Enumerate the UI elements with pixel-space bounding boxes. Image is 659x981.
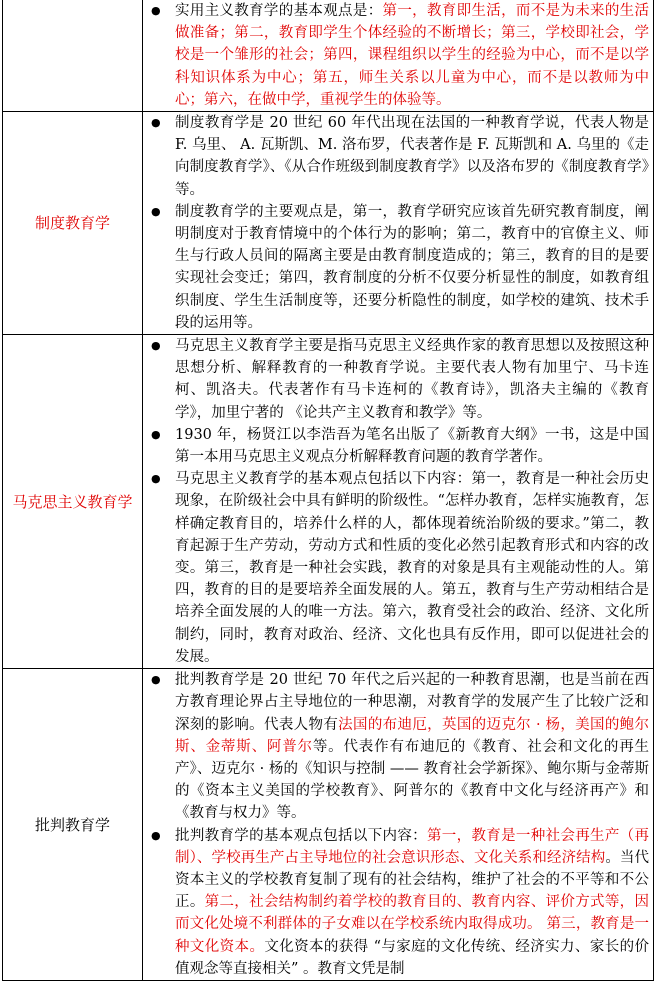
text-segment: 文化资本的获得 “与家庭的文化传统、经济实力、家长的价值观念等直接相关” 。教育文凭是制 — [175, 938, 649, 977]
text-segment: 批判教育学是 20 世纪 70 年代之后兴起的一种教育思潮，也是当前在西方教育理论界占主导地位的一种思潮，对教育学的发展产生了比较广泛和深刻的影响。代表人物有 — [175, 672, 649, 733]
row-content — [143, 112, 654, 335]
highlighted-text-segment: 第二，社会结构制约着学校的教育目的、教育内容、评价方式等，因而文化处境不利群体的子女难以在学校系统内取得成功。 第三，教育是一种文化资本。 — [175, 894, 650, 955]
list-item — [143, 424, 649, 468]
table-row-marxist-pedagogy — [3, 335, 654, 669]
text-segment: 制度教育学的主要观点是，第一，教育学研究应该首先研究教育制度，阐明制度对于教育情境中的个体行为的影响；第二，教育中的官僚主义、师生与行政人员间的隔离主要是由教育制度造成的；第三，教育的目的是要实现社会变迁；第四，教育制度的分析不仅要分析显性的制度，如教育组织制度、学生生活制度等，还要分析隐性的制度，如学校的建筑、技术手段的运用等。 — [175, 203, 649, 331]
row-content — [143, 669, 654, 981]
row-label — [3, 0, 143, 112]
row-label: 批判教育学 — [3, 669, 143, 981]
text-segment: 制度教育学是 20 世纪 60 年代出现在法国的一种教育学说，代表人物是 F. 乌里、 A. 瓦斯凯、M. 洛布罗，代表著作是 F. 瓦斯凯和 A. 乌里的《走向制度教育学》、《从合作班级到制度教育学》以及洛布罗的《制度教育学》等。 — [175, 115, 649, 198]
table-row-critical-pedagogy — [3, 669, 654, 981]
text-segment: 马克思主义教育学主要是指马克思主义经典作家的教育思想以及按照这种思想分析、解释教育的一种教育学说。主要代表人物有加里宁、马卡连柯、凯洛夫。代表著作有马卡连柯的《教育诗》，凯洛夫主编的《教育学》，加里宁著的 《论共产主义教育和教学》等。 — [175, 338, 649, 421]
row-label: 制度教育学 — [3, 112, 143, 335]
list-item — [143, 825, 649, 980]
table-row-institutional-pedagogy — [3, 112, 654, 335]
list-item — [143, 0, 649, 111]
list-item — [143, 335, 649, 424]
row-content — [143, 335, 654, 669]
highlighted-text-segment: 法国的布迪厄，英国的迈克尔 · 杨，美国的鲍尔斯、金蒂斯、阿普尔 — [175, 716, 650, 755]
list-item — [143, 112, 649, 201]
highlighted-text-segment: 第一，教育即生活，而不是为未来的生活做准备；第二，教育即学生个体经验的不断增长；第三，学校即社会，学校是一个雏形的社会；第四，课程组织以学生的经验为中心，而不是以学科知识体系为中心；第五，师生关系以儿童为中心，而不是以教师为中心；第六，在做中学，重视学生的体验等。 — [175, 3, 649, 108]
list-item — [143, 468, 649, 668]
row-content — [143, 0, 654, 112]
list-item — [143, 201, 649, 334]
text-segment: 。当代资本主义的学校教育复制了现有的社会结构，维护了社会的不平等和不公正。 — [175, 849, 649, 911]
text-segment: 1930 年，杨贤江以李浩吾为笔名出版了《新教育大纲》一书，这是中国第一本用马克思主义观点分析解释教育问题的教育学著作。 — [175, 426, 649, 466]
highlighted-text-segment: 第一，教育是一种社会再生产（再制）、学校再生产占主导地位的社会意识形态、文化关系和经济结构 — [175, 827, 649, 866]
table-row-pragmatism — [3, 0, 654, 112]
text-segment: 等。代表作有布迪厄的《教育、社会和文化的再生产》、迈克尔 · 杨的《知识与控制 —— 教育社会学新探》、鲍尔斯与金蒂斯的《资本主义美国的学校教育》、阿普尔的《教育中文化与经济再产》和《教育与权力》等。 — [175, 738, 650, 822]
text-segment: 马克思主义教育学的基本观点包括以下内容：第一，教育是一种社会历史现象，在阶级社会中具有鲜明的阶级性。“怎样办教育，怎样实施教育，怎样确定教育目的，培养什么样的人，都体现着统治阶级的要求。”第二，教育起源于生产劳动，劳动方式和性质的变化必然引起教育形式和内容的改变。第三，教育是一种社会实践，教育的对象是具有主观能动性的人。第四，教育的目的是要培养全面发展的人。第五，教育与生产劳动相结合是培养全面发展的人的唯一方法。第六，教育受社会的政治、经济、文化所制约，同时，教育对政治、经济、文化也具有反作用，即可以促进社会的发展。 — [175, 471, 649, 665]
comparison-table — [2, 0, 654, 981]
row-label: 马克思主义教育学 — [3, 335, 143, 669]
text-segment: 批判教育学的基本观点包括以下内容： — [175, 827, 427, 844]
list-item — [143, 669, 649, 824]
text-segment: 实用主义教育学的基本观点是： — [175, 3, 383, 19]
